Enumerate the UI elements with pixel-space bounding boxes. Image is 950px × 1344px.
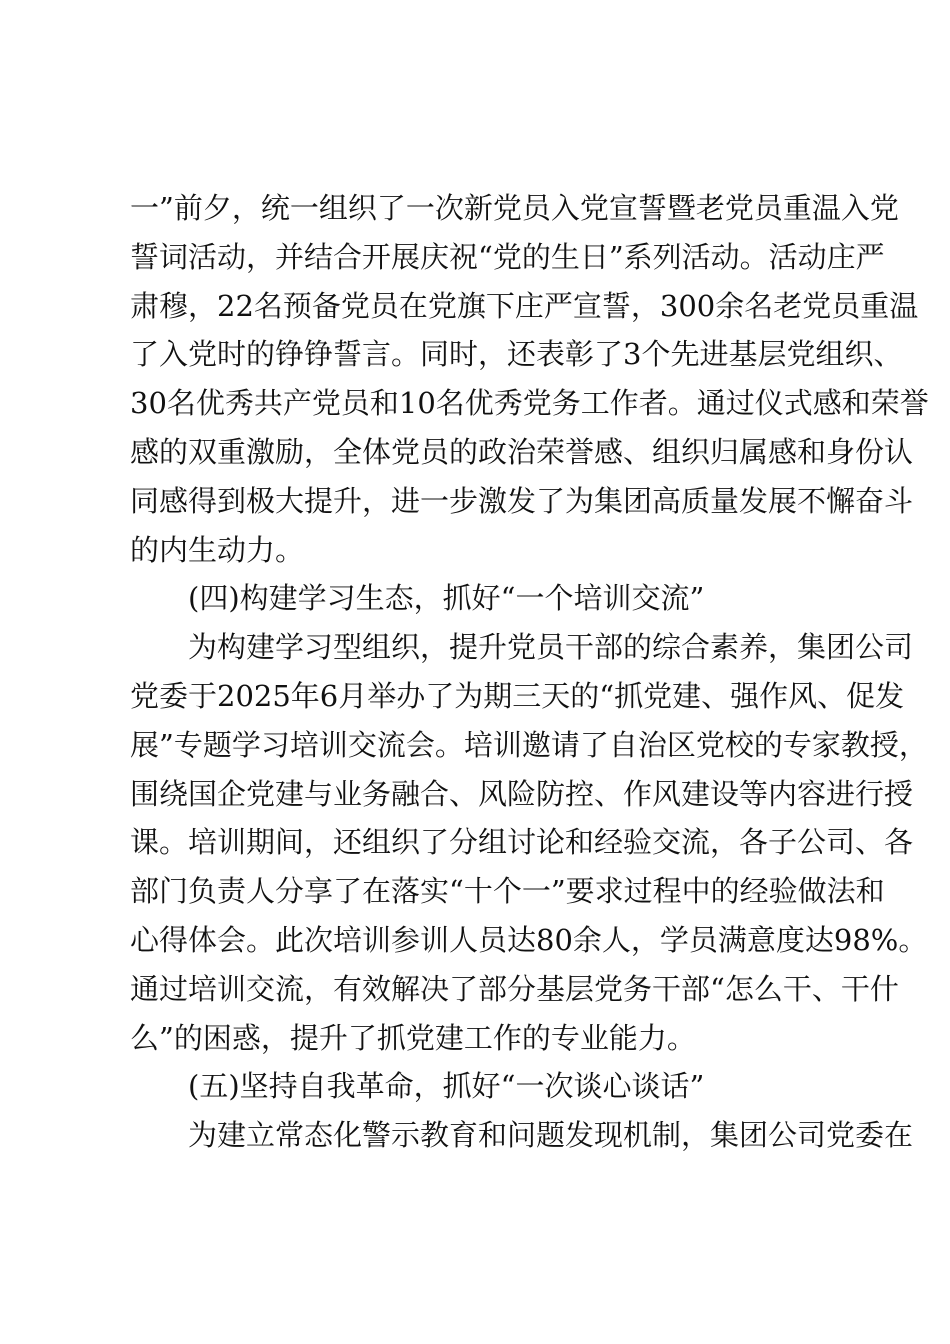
paragraph-line: 感的双重激励，全体党员的政治荣誉感、组织归属感和身份认 xyxy=(130,434,914,469)
paragraph-line: 心得体会。此次培训参训人员达80余人，学员满意度达98%。 xyxy=(130,922,928,957)
paragraph-line: 肃穆，22名预备党员在党旗下庄严宣誓，300余名老党员重温 xyxy=(130,288,919,323)
paragraph-line: 一”前夕，统一组织了一次新党员入党宣誓暨老党员重温入党 xyxy=(130,191,899,225)
paragraph-line: 部门负责人分享了在落实“十个一”要求过程中的经验做法和 xyxy=(130,874,885,909)
section-heading-5: (五)坚持自我革命，抓好“一次谈心谈话” xyxy=(188,1069,705,1104)
paragraph-line: 为构建学习型组织，提升党员干部的综合素养，集团公司 xyxy=(188,630,914,665)
paragraph-line: 通过培训交流，有效解决了部分基层党务干部“怎么干、干什 xyxy=(130,971,899,1006)
paragraph-line: 30名优秀共产党员和10名优秀党务工作者。通过仪式感和荣誉 xyxy=(130,386,929,421)
paragraph-line: 么”的困惑，提升了抓党建工作的专业能力。 xyxy=(130,1020,696,1055)
paragraph-line: 围绕国企党建与业务融合、风险防控、作风建设等内容进行授 xyxy=(130,776,914,811)
paragraph-line: 党委于2025年6月举办了为期三天的“抓党建、强作风、促发 xyxy=(130,678,905,713)
paragraph-line: 课。培训期间，还组织了分组讨论和经验交流，各子公司、各 xyxy=(130,825,914,860)
paragraph-line: 展”专题学习培训交流会。培训邀请了自治区党校的专家教授， xyxy=(130,727,928,762)
paragraph-line: 同感得到极大提升，进一步激发了为集团高质量发展不懈奋斗 xyxy=(130,483,914,518)
document-page xyxy=(130,188,929,1164)
paragraph-line: 誓词活动，并结合开展庆祝“党的生日”系列活动。活动庄严 xyxy=(130,239,885,274)
paragraph-line: 了入党时的铮铮誓言。同时，还表彰了3个先进基层党组织、 xyxy=(130,337,903,372)
paragraph-line: 为建立常态化警示教育和问题发现机制，集团公司党委在 xyxy=(188,1118,914,1153)
section-heading-4: (四)构建学习生态，抓好“一个培训交流” xyxy=(188,581,705,616)
paragraph-line: 的内生动力。 xyxy=(130,532,305,567)
